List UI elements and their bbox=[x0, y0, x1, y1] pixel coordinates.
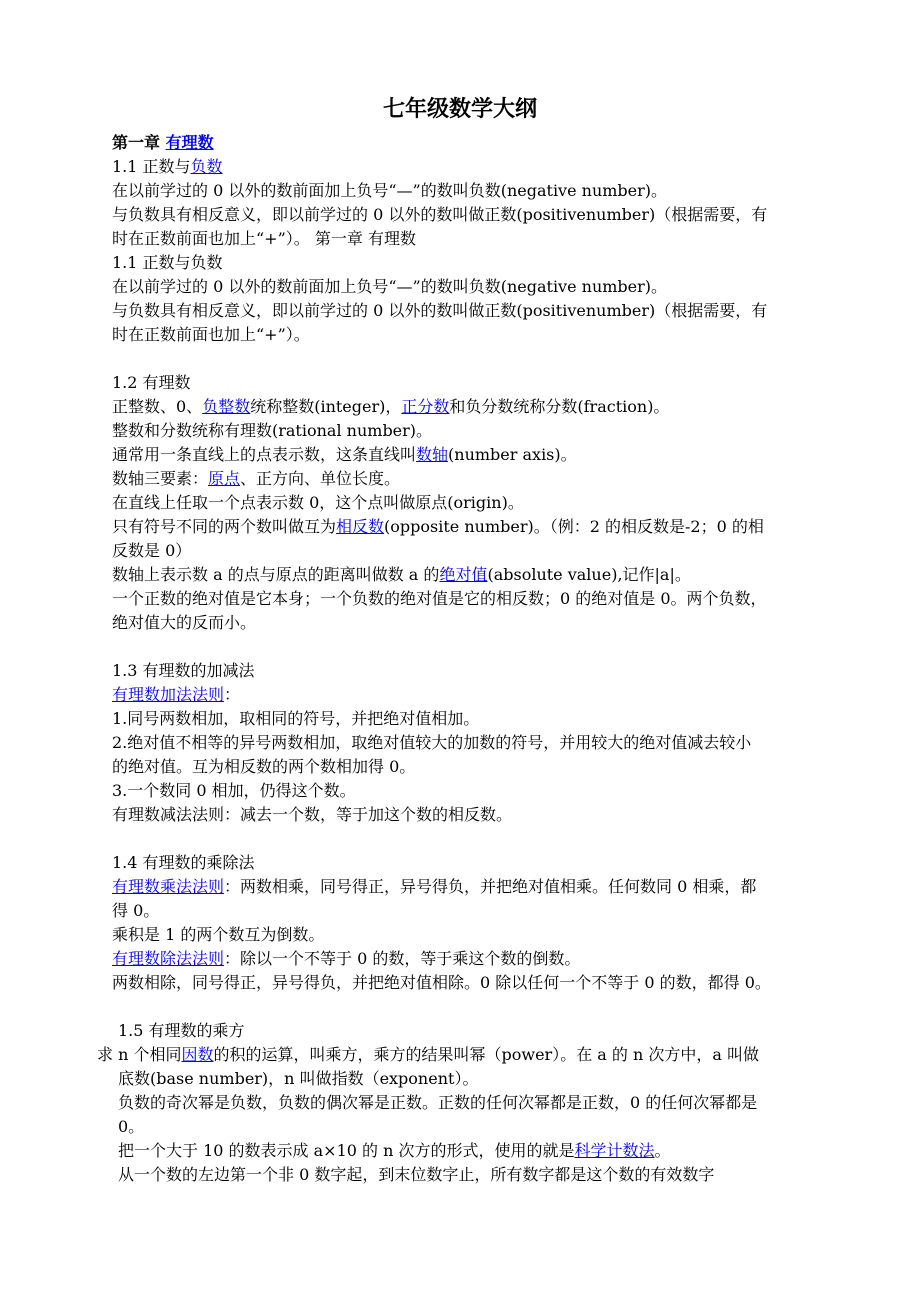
hyperlink[interactable]: 原点 bbox=[208, 469, 241, 488]
blank-line bbox=[112, 347, 872, 371]
text-line bbox=[112, 755, 872, 779]
hyperlink[interactable]: 负整数 bbox=[202, 397, 251, 416]
text-line bbox=[112, 779, 872, 803]
blank-line bbox=[112, 827, 872, 851]
text-segment: 底数(base number)，n 叫做指数（exponent）。 bbox=[118, 1069, 479, 1088]
hyperlink[interactable]: 有理数除法法则 bbox=[112, 949, 225, 968]
document-title: 七年级数学大纲 bbox=[382, 96, 537, 122]
text-line bbox=[118, 1139, 872, 1163]
text-segment: 在直线上任取一个点表示数 0，这个点叫做原点(origin)。 bbox=[112, 493, 524, 512]
text-line bbox=[112, 371, 872, 395]
text-segment: 与负数具有相反意义，即以前学过的 0 以外的数叫做正数(positivenumber)（根据需要，有 bbox=[112, 301, 768, 320]
text-segment: 时在正数前面也加上“+”）。 bbox=[112, 325, 310, 344]
text-segment: ： bbox=[224, 685, 241, 704]
text-segment: 1.1 正数与负数 bbox=[112, 253, 223, 272]
text-line bbox=[112, 563, 872, 587]
hyperlink[interactable]: 数轴 bbox=[416, 445, 449, 464]
hyperlink[interactable]: 有理数加法法则 bbox=[112, 685, 225, 704]
text-segment: (opposite number)。（例：2 的相反数是-2；0 的相 bbox=[384, 517, 764, 536]
text-line bbox=[112, 395, 872, 419]
text-segment: 的绝对值。互为相反数的两个数相加得 0。 bbox=[112, 757, 416, 776]
text-segment: 在以前学过的 0 以外的数前面加上负号“—”的数叫负数(negative number)。 bbox=[112, 277, 668, 296]
text-segment: 的积的运算，叫乘方，乘方的结果叫幂（power）。在 a 的 n 次方中，a 叫做 bbox=[213, 1045, 760, 1064]
blank-line bbox=[112, 995, 872, 1019]
text-line bbox=[118, 1067, 872, 1091]
text-segment: 从一个数的左边第一个非 0 数字起，到末位数字止，所有数字都是这个数的有效数字 bbox=[118, 1165, 715, 1184]
text-segment: 有理数减法法则：减去一个数，等于加这个数的相反数。 bbox=[112, 805, 513, 824]
text-line bbox=[112, 611, 872, 635]
text-line bbox=[112, 707, 872, 731]
text-line bbox=[118, 1019, 872, 1043]
text-line bbox=[112, 803, 872, 827]
text-line bbox=[118, 1091, 872, 1115]
text-segment: 得 0。 bbox=[112, 901, 160, 920]
text-line bbox=[112, 227, 872, 251]
text-segment: 。 bbox=[654, 1141, 671, 1160]
text-line bbox=[112, 467, 872, 491]
hyperlink[interactable]: 科学计数法 bbox=[574, 1141, 655, 1160]
text-line bbox=[112, 659, 872, 683]
text-segment: 与负数具有相反意义，即以前学过的 0 以外的数叫做正数(positivenumber)（根据需要，有 bbox=[112, 205, 768, 224]
text-segment: 两数相除，同号得正，异号得负，并把绝对值相除。0 除以任何一个不等于 0 的数，都得 0。 bbox=[112, 973, 771, 992]
hyperlink[interactable]: 有理数 bbox=[165, 133, 214, 152]
text-line bbox=[112, 419, 872, 443]
text-segment: 绝对值大的反而小。 bbox=[112, 613, 257, 632]
text-segment: 乘积是 1 的两个数互为倒数。 bbox=[112, 925, 325, 944]
text-line bbox=[112, 515, 872, 539]
text-line bbox=[97, 1043, 872, 1067]
text-line bbox=[112, 875, 872, 899]
text-line bbox=[118, 1163, 872, 1187]
text-line bbox=[112, 203, 872, 227]
text-line bbox=[112, 323, 872, 347]
text-line bbox=[112, 299, 872, 323]
text-segment: ：两数相乘，同号得正，异号得负，并把绝对值相乘。任何数同 0 相乘，都 bbox=[224, 877, 757, 896]
hyperlink[interactable]: 有理数乘法法则 bbox=[112, 877, 225, 896]
text-line bbox=[112, 683, 872, 707]
text-line bbox=[112, 539, 872, 563]
text-line bbox=[112, 131, 872, 155]
text-line bbox=[112, 971, 872, 995]
hyperlink[interactable]: 绝对值 bbox=[439, 565, 488, 584]
text-line bbox=[112, 179, 872, 203]
text-segment: 1.5 有理数的乘方 bbox=[118, 1021, 245, 1040]
text-segment: 一个正数的绝对值是它本身；一个负数的绝对值是它的相反数；0 的绝对值是 0。两个负数， bbox=[112, 589, 767, 608]
text-segment: 3.一个数同 0 相加，仍得这个数。 bbox=[112, 781, 356, 800]
text-segment: 、正方向、单位长度。 bbox=[240, 469, 401, 488]
text-segment: 1.3 有理数的加减法 bbox=[112, 661, 255, 680]
text-line bbox=[112, 443, 872, 467]
text-segment: 0。 bbox=[118, 1117, 145, 1136]
text-segment: 2.绝对值不相等的异号两数相加，取绝对值较大的加数的符号，并用较大的绝对值减去较小 bbox=[112, 733, 752, 752]
blank-line bbox=[112, 635, 872, 659]
text-segment: (absolute value),记作|a|。 bbox=[487, 565, 691, 584]
text-segment: 统称整数(integer)， bbox=[250, 397, 402, 416]
text-segment: 和负分数统称分数(fraction)。 bbox=[449, 397, 670, 416]
text-segment: 负数的奇次幂是负数，负数的偶次幂是正数。正数的任何次幂都是正数，0 的任何次幂都是 bbox=[118, 1093, 758, 1112]
document-body bbox=[97, 131, 872, 1187]
text-line bbox=[112, 923, 872, 947]
text-segment: 数轴上表示数 a 的点与原点的距离叫做数 a 的 bbox=[112, 565, 440, 584]
text-line bbox=[112, 851, 872, 875]
hyperlink[interactable]: 因数 bbox=[181, 1045, 214, 1064]
text-segment: 数轴三要素： bbox=[112, 469, 209, 488]
hyperlink[interactable]: 负数 bbox=[190, 157, 223, 176]
text-line bbox=[112, 251, 872, 275]
text-line bbox=[112, 899, 872, 923]
text-line bbox=[112, 731, 872, 755]
text-line bbox=[112, 491, 872, 515]
text-segment: 通常用一条直线上的点表示数，这条直线叫 bbox=[112, 445, 417, 464]
text-segment: 正整数、0、 bbox=[112, 397, 203, 416]
text-line bbox=[112, 587, 872, 611]
text-segment: (number axis)。 bbox=[448, 445, 577, 464]
text-line bbox=[112, 275, 872, 299]
text-line bbox=[112, 947, 872, 971]
hyperlink[interactable]: 正分数 bbox=[401, 397, 450, 416]
text-segment: 1.同号两数相加，取相同的符号，并把绝对值相加。 bbox=[112, 709, 480, 728]
text-segment: 把一个大于 10 的数表示成 a×10 的 n 次方的形式，使用的就是 bbox=[118, 1141, 575, 1160]
hyperlink[interactable]: 相反数 bbox=[336, 517, 385, 536]
text-segment: 1.4 有理数的乘除法 bbox=[112, 853, 255, 872]
text-segment: 在以前学过的 0 以外的数前面加上负号“—”的数叫负数(negative number)。 bbox=[112, 181, 668, 200]
text-segment: 时在正数前面也加上“+”）。 第一章 有理数 bbox=[112, 229, 416, 248]
text-segment: 1.1 正数与 bbox=[112, 157, 191, 176]
text-segment: ：除以一个不等于 0 的数，等于乘这个数的倒数。 bbox=[224, 949, 581, 968]
text-segment: 第一章 bbox=[112, 133, 166, 152]
text-line bbox=[118, 1115, 872, 1139]
text-segment: 整数和分数统称有理数(rational number)。 bbox=[112, 421, 433, 440]
text-segment: 反数是 0） bbox=[112, 541, 192, 560]
text-line bbox=[112, 155, 872, 179]
text-segment: 1.2 有理数 bbox=[112, 373, 191, 392]
text-segment: 只有符号不同的两个数叫做互为 bbox=[112, 517, 337, 536]
text-segment: 求 n 个相同 bbox=[97, 1045, 182, 1064]
